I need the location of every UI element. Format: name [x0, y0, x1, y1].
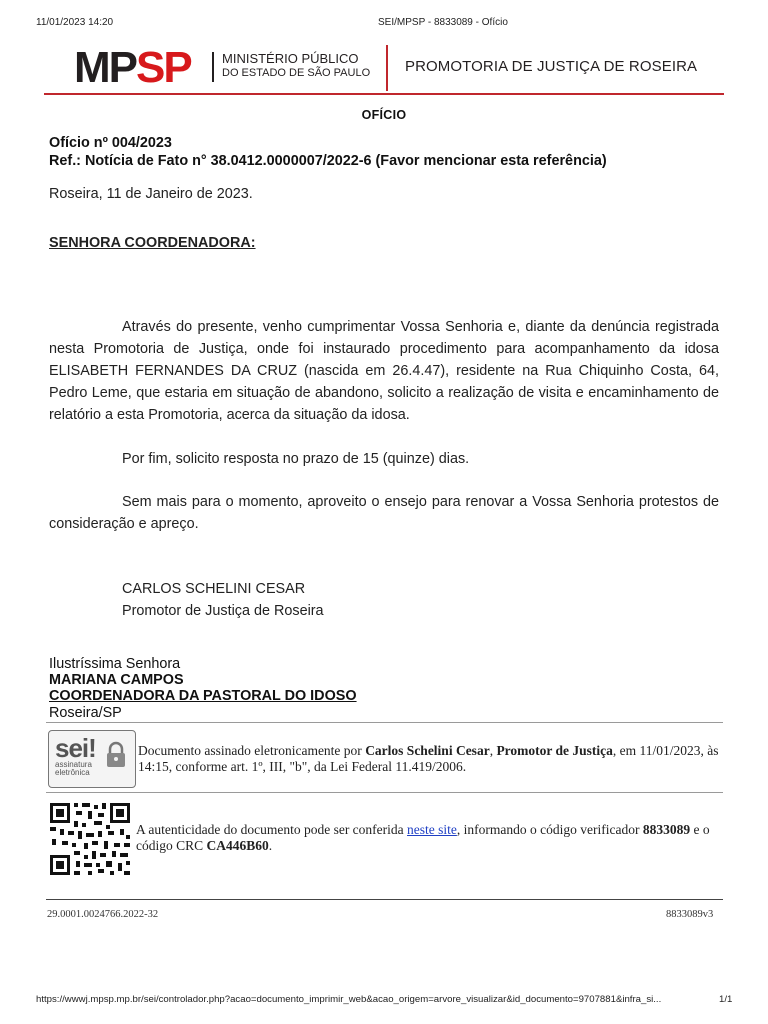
sei-seal-caption: assinatura eletrônica: [55, 760, 92, 777]
signature-signer: Carlos Schelini Cesar: [365, 743, 490, 758]
print-page-title: SEI/MPSP - 8833089 - Ofício: [378, 17, 508, 28]
place-date: Roseira, 11 de Janeiro de 2023.: [49, 186, 253, 202]
logo-sp-text: SP: [136, 43, 191, 92]
electronic-signature-text: Documento assinado eletronicamente por Carlos Schelini Cesar, Promotor de Justiça, em 11/01/2023, às 14:15, conforme art. 1º, III, "b", da Lei Federal 11.419/2006.: [138, 743, 719, 774]
verification-site-link[interactable]: neste site: [407, 822, 457, 837]
print-page-number: 1/1: [719, 994, 733, 1005]
paragraph-text: Sem mais para o momento, aproveito o ensejo para renovar a Vossa Senhoria protestos de consideração e apreço.: [49, 494, 719, 532]
print-datetime: 11/01/2023 14:20: [36, 17, 114, 28]
divider: [46, 792, 723, 793]
addressee-organization: COORDENADORA DA PASTORAL DO IDOSO: [49, 688, 357, 704]
signer-name: CARLOS SCHELINI CESAR: [122, 581, 306, 597]
salutation: SENHORA COORDENADORA:: [49, 235, 256, 251]
print-url: https://wwwj.mpsp.mp.br/sei/controlador.php?acao=documento_imprimir_web&acao_origem=arvore_visualizar&id_documento=9707881&infra_si...: [36, 994, 662, 1005]
addressee-city: Roseira/SP: [49, 705, 122, 721]
qr-code-icon: [48, 801, 132, 877]
oficio-number: Ofício nº 004/2023: [49, 135, 172, 151]
letterhead-horizontal-rule: [44, 93, 724, 95]
logo-divider: [212, 52, 214, 82]
addressee-name: MARIANA CAMPOS: [49, 672, 184, 688]
office-name: PROMOTORIA DE JUSTIÇA DE ROSEIRA: [405, 58, 698, 75]
document-version: 8833089v3: [666, 909, 714, 920]
logo-mp-text: MP: [74, 43, 136, 92]
addressee-greeting: Ilustríssima Senhora: [49, 656, 181, 672]
signature-role: Promotor de Justiça: [496, 743, 613, 758]
ministry-subtitle: DO ESTADO DE SÃO PAULO: [222, 67, 371, 79]
signer-role: Promotor de Justiça de Roseira: [122, 603, 324, 619]
body-paragraph: [49, 448, 719, 470]
letterhead-vertical-rule: [386, 45, 388, 91]
lock-icon: [105, 741, 127, 769]
crc-code: CA446B60: [206, 838, 269, 853]
ministry-name: MINISTÉRIO PÚBLICO: [222, 51, 359, 66]
paragraph-text: Por fim, solicito resposta no prazo de 15 (quinze) dias.: [122, 451, 470, 467]
footer-divider: [46, 899, 723, 900]
document-heading: OFÍCIO: [361, 108, 407, 122]
reference-line: Ref.: Notícia de Fato n° 38.0412.0000007/2022-6 (Favor mencionar esta referência): [49, 153, 607, 169]
authenticity-text: A autenticidade do documento pode ser conferida neste site, informando o código verificador 8833089 e o código CRC CA446B60.: [136, 822, 710, 853]
verifier-code: 8833089: [642, 822, 691, 837]
paragraph-text: Através do presente, venho cumprimentar Vossa Senhoria e, diante da denúncia registrada nesta Promotoria de Justiça, onde foi instaurado procedimento para acompanhamento da idosa ELISABETH FERNANDES DA CRUZ (nascida em 26.4.47), residente na Rua Chiquinho Costa, 64, Pedro Leme, que estaria em situação de abandono, solicito a realização de visita e encaminhamento de relatório a esta Promotoria, acerca da situação da idosa.: [49, 319, 719, 423]
sei-seal-word: sei!: [55, 733, 96, 763]
process-number: 29.0001.0024766.2022-32: [47, 909, 159, 920]
sei-seal: [48, 730, 136, 788]
divider: [46, 722, 723, 723]
body-paragraph: [49, 316, 719, 426]
body-paragraph: [49, 491, 719, 535]
